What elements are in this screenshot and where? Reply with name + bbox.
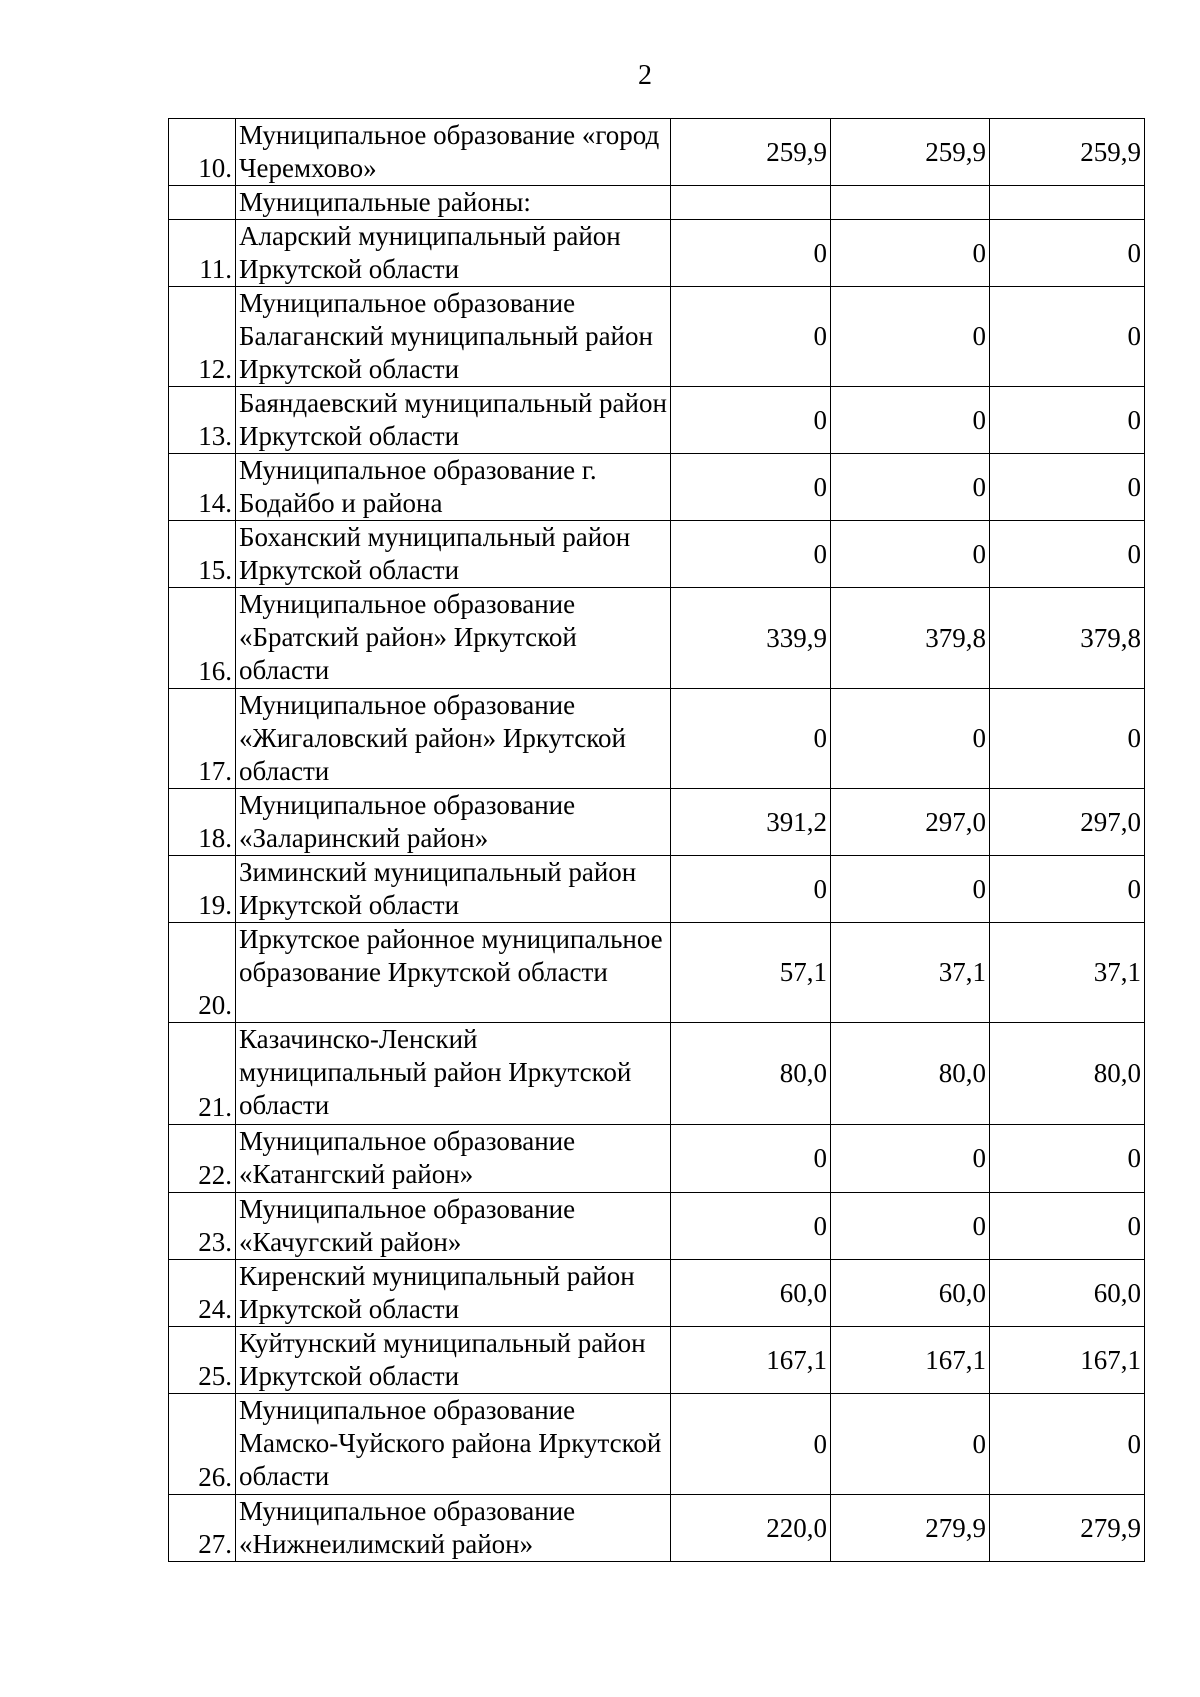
- value-col-1: 0: [671, 521, 831, 588]
- table-row: [169, 521, 1145, 588]
- value-col-1: 80,0: [671, 1023, 831, 1125]
- value-col-2: [831, 186, 990, 220]
- row-number: 24.: [169, 1260, 236, 1327]
- table-row: [169, 789, 1145, 856]
- value-col-2: 279,9: [831, 1495, 990, 1562]
- table-row: [169, 689, 1145, 789]
- table-row: [169, 1394, 1145, 1495]
- value-col-3: 0: [990, 287, 1145, 387]
- value-col-2: 259,9: [831, 119, 990, 186]
- municipality-name: Муниципальное образование «Жигаловский район» Иркутской области: [236, 689, 671, 789]
- municipality-name: Муниципальное образование «Братский район» Иркутской области: [236, 588, 671, 689]
- row-number: 13.: [169, 387, 236, 454]
- value-col-2: 0: [831, 387, 990, 454]
- row-number: 19.: [169, 856, 236, 923]
- table-row: [169, 588, 1145, 689]
- table-row: [169, 220, 1145, 287]
- value-col-3: 0: [990, 387, 1145, 454]
- table-row: [169, 1495, 1145, 1562]
- row-number: 14.: [169, 454, 236, 521]
- value-col-3: 0: [990, 1193, 1145, 1260]
- municipality-name: Аларский муниципальный район Иркутской области: [236, 220, 671, 287]
- municipality-name: Куйтунский муниципальный район Иркутской области: [236, 1327, 671, 1394]
- value-col-1: 220,0: [671, 1495, 831, 1562]
- page-number: 2: [638, 60, 652, 91]
- row-number: 11.: [169, 220, 236, 287]
- municipality-name: Муниципальное образование г. Бодайбо и района: [236, 454, 671, 521]
- value-col-3: 0: [990, 521, 1145, 588]
- value-col-1: 0: [671, 220, 831, 287]
- table-row: [169, 1023, 1145, 1125]
- table-row: [169, 387, 1145, 454]
- municipality-name: Казачинско-Ленский муниципальный район Иркутской области: [236, 1023, 671, 1125]
- value-col-3: [990, 186, 1145, 220]
- value-col-1: 0: [671, 689, 831, 789]
- value-col-2: 0: [831, 1125, 990, 1193]
- municipality-name: Баяндаевский муниципальный район Иркутской области: [236, 387, 671, 454]
- value-col-1: 167,1: [671, 1327, 831, 1394]
- table-row: [169, 454, 1145, 521]
- value-col-3: 167,1: [990, 1327, 1145, 1394]
- table-row: [169, 1260, 1145, 1327]
- allocation-table: [168, 118, 1145, 1562]
- municipality-name: Муниципальное образование Мамско-Чуйского района Иркутской области: [236, 1394, 671, 1495]
- table-row: [169, 923, 1145, 1023]
- municipality-name: Муниципальное образование «Нижнеилимский район»: [236, 1495, 671, 1562]
- municipality-name: Киренский муниципальный район Иркутской области: [236, 1260, 671, 1327]
- value-col-2: 0: [831, 1394, 990, 1495]
- value-col-3: 379,8: [990, 588, 1145, 689]
- table-row: [169, 119, 1145, 186]
- value-col-2: 0: [831, 1193, 990, 1260]
- value-col-1: 0: [671, 1193, 831, 1260]
- value-col-2: 37,1: [831, 923, 990, 1023]
- table-row: [169, 1327, 1145, 1394]
- value-col-1: 60,0: [671, 1260, 831, 1327]
- value-col-1: 391,2: [671, 789, 831, 856]
- row-number: 25.: [169, 1327, 236, 1394]
- municipality-name: Муниципальное образование «Катангский район»: [236, 1125, 671, 1193]
- row-number: [169, 186, 236, 220]
- row-number: 18.: [169, 789, 236, 856]
- value-col-3: 0: [990, 1125, 1145, 1193]
- value-col-2: 60,0: [831, 1260, 990, 1327]
- table-row: [169, 856, 1145, 923]
- value-col-1: 0: [671, 387, 831, 454]
- municipality-name: Муниципальное образование «Заларинский район»: [236, 789, 671, 856]
- value-col-3: 80,0: [990, 1023, 1145, 1125]
- value-col-2: 379,8: [831, 588, 990, 689]
- value-col-1: 0: [671, 287, 831, 387]
- row-number: 26.: [169, 1394, 236, 1495]
- value-col-2: 0: [831, 521, 990, 588]
- value-col-3: 37,1: [990, 923, 1145, 1023]
- value-col-3: 0: [990, 689, 1145, 789]
- value-col-2: 167,1: [831, 1327, 990, 1394]
- row-number: 17.: [169, 689, 236, 789]
- value-col-2: 0: [831, 454, 990, 521]
- row-number: 16.: [169, 588, 236, 689]
- value-col-3: 259,9: [990, 119, 1145, 186]
- municipality-name: Боханский муниципальный район Иркутской области: [236, 521, 671, 588]
- value-col-3: 297,0: [990, 789, 1145, 856]
- value-col-1: 0: [671, 454, 831, 521]
- value-col-2: 0: [831, 689, 990, 789]
- value-col-3: 0: [990, 454, 1145, 521]
- value-col-2: 0: [831, 220, 990, 287]
- table-row: [169, 1193, 1145, 1260]
- value-col-1: 259,9: [671, 119, 831, 186]
- value-col-3: 0: [990, 1394, 1145, 1495]
- value-col-1: [671, 186, 831, 220]
- municipality-name: Муниципальное образование «Качугский район»: [236, 1193, 671, 1260]
- row-number: 22.: [169, 1125, 236, 1193]
- value-col-2: 297,0: [831, 789, 990, 856]
- value-col-1: 0: [671, 856, 831, 923]
- table-row: [169, 186, 1145, 220]
- row-number: 15.: [169, 521, 236, 588]
- value-col-2: 80,0: [831, 1023, 990, 1125]
- municipality-name: Зиминский муниципальный район Иркутской области: [236, 856, 671, 923]
- value-col-1: 0: [671, 1394, 831, 1495]
- value-col-3: 279,9: [990, 1495, 1145, 1562]
- table-row: [169, 287, 1145, 387]
- row-number: 12.: [169, 287, 236, 387]
- value-col-3: 0: [990, 220, 1145, 287]
- row-number: 27.: [169, 1495, 236, 1562]
- row-number: 23.: [169, 1193, 236, 1260]
- table-row: [169, 1125, 1145, 1193]
- table-body: [169, 119, 1145, 1562]
- value-col-1: 0: [671, 1125, 831, 1193]
- municipality-name: Муниципальное образование «город Черемхово»: [236, 119, 671, 186]
- row-number: 20.: [169, 923, 236, 1023]
- value-col-2: 0: [831, 856, 990, 923]
- value-col-1: 57,1: [671, 923, 831, 1023]
- row-number: 21.: [169, 1023, 236, 1125]
- value-col-1: 339,9: [671, 588, 831, 689]
- municipality-name: Иркутское районное муниципальное образование Иркутской области: [236, 923, 671, 1023]
- value-col-3: 0: [990, 856, 1145, 923]
- municipality-name: Муниципальные районы:: [236, 186, 671, 220]
- value-col-2: 0: [831, 287, 990, 387]
- value-col-3: 60,0: [990, 1260, 1145, 1327]
- row-number: 10.: [169, 119, 236, 186]
- municipality-name: Муниципальное образование Балаганский муниципальный район Иркутской области: [236, 287, 671, 387]
